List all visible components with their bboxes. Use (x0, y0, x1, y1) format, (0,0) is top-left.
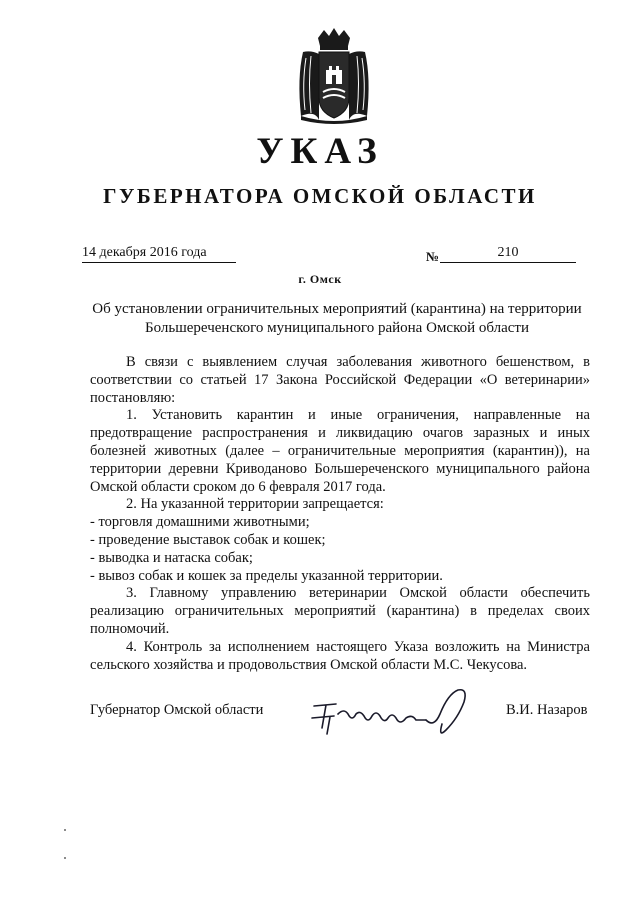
number-label: № (426, 249, 440, 264)
prohibition-item: - вывоз собак и кошек за пределы указанной территории. (90, 567, 443, 584)
decree-subject (82, 300, 592, 337)
item-4-paragraph: 4. Контроль за исполнением настоящего Указа возложить на Министра сельского хозяйства и продовольствия Омской области М.С. Чекусова. (90, 638, 590, 673)
prohibition-item: - выводка и натаска собак; (90, 549, 253, 566)
subject-line: Об установлении ограничительных мероприятий (карантина) на территории (92, 301, 582, 317)
intro-paragraph: В связи с выявлением случая заболевания животного бешенством, в соответствии со статьей 17 Закона Российской Федерации «О ветеринарии» постановляю: (90, 354, 590, 406)
document-title: УКАЗ (256, 131, 384, 172)
signatory-name: В.И. Назаров (506, 702, 588, 718)
handwritten-signature (308, 684, 478, 742)
item-2-paragraph: 2. На указанной территории запрещается: (126, 496, 384, 513)
subject-line: Большереченского муниципального района Омской области (144, 319, 530, 336)
scan-speck (64, 829, 66, 831)
signatory-role: Губернатор Омской области (90, 702, 264, 718)
scan-speck (64, 857, 66, 859)
item-3-paragraph: 3. Главному управлению ветеринарии Омской области обеспечить реализацию ограничительных мероприятий (карантина) в пределах своих полномочий. (90, 585, 590, 637)
item-1-paragraph: 1. Установить карантин и иные ограничения, направленные на предотвращение распространения и ликвидацию очагов заразных и иных болезней животных (далее – ограничительные мероприятия (карантин)), на территории деревни Криводаново Большереченского муниципального района Омской области сроком до 6 февраля 2017 года. (90, 407, 590, 495)
prohibition-item: - проведение выставок собак и кошек; (90, 531, 326, 548)
coat-of-arms-icon (293, 28, 375, 124)
city-label: г. Омск (298, 272, 342, 286)
document-subtitle: ГУБЕРНАТОРА ОМСКОЙ ОБЛАСТИ (103, 184, 537, 208)
decree-date: 14 декабря 2016 года (82, 245, 236, 263)
decree-body (90, 354, 590, 674)
decree-number: 210 (440, 245, 576, 263)
prohibition-item: - торговля домашними животными; (90, 514, 310, 531)
